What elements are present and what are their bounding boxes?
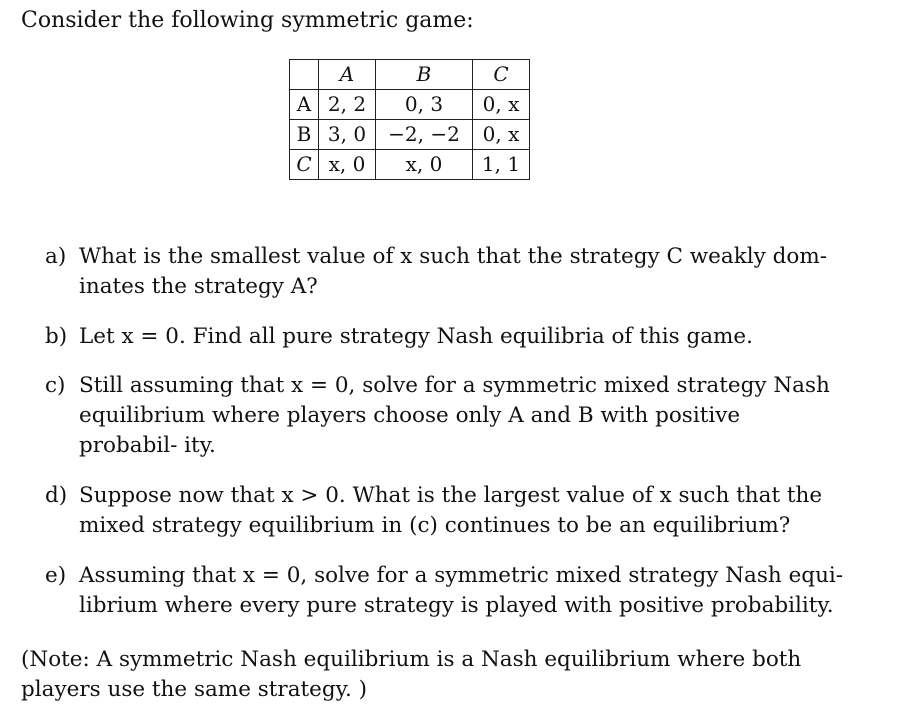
payoff-matrix	[289, 59, 530, 180]
table-row	[290, 150, 530, 180]
question-b	[45, 322, 845, 352]
payoff-cell-c-c: 1, 1	[473, 150, 530, 180]
question-label: a)	[45, 244, 67, 269]
row-label-c: C	[290, 150, 319, 180]
row-label-a: A	[290, 90, 319, 120]
question-c	[45, 371, 845, 461]
row-label-b: B	[290, 120, 319, 150]
note-text: (Note: A symmetric Nash equilibrium is a Nash equilibrium where both players use the same strategy. )	[21, 647, 802, 702]
question-text: Assuming that x = 0, solve for a symmetric mixed strategy Nash equi- librium where every pure strategy is played with positive probability.	[79, 563, 844, 618]
payoff-cell-c-b: x, 0	[376, 150, 473, 180]
payoff-cell-a-c: 0, x	[473, 90, 530, 120]
column-header-c: C	[473, 60, 530, 90]
table-row	[290, 120, 530, 150]
question-e	[45, 561, 845, 621]
payoff-cell-b-a: 3, 0	[319, 120, 376, 150]
question-label: b)	[45, 324, 68, 349]
question-text: Still assuming that x = 0, solve for a symmetric mixed strategy Nash equilibrium where players choose only A and B with positive probabil- ity.	[79, 373, 830, 458]
question-text: What is the smallest value of x such that the strategy C weakly dom- inates the strategy A?	[79, 244, 827, 299]
payoff-cell-b-b: −2, −2	[376, 120, 473, 150]
intro-text: Consider the following symmetric game:	[21, 8, 474, 33]
question-label: d)	[45, 483, 68, 508]
question-text: Suppose now that x > 0. What is the largest value of x such that the mixed strategy equilibrium in (c) continues to be an equilibrium?	[79, 483, 823, 538]
question-label: e)	[45, 563, 67, 588]
table-header-row	[290, 60, 530, 90]
question-d	[45, 481, 845, 541]
table-row	[290, 90, 530, 120]
header-corner-cell	[290, 60, 319, 90]
payoff-cell-c-a: x, 0	[319, 150, 376, 180]
payoff-cell-a-b: 0, 3	[376, 90, 473, 120]
column-header-a: A	[319, 60, 376, 90]
question-a	[45, 242, 845, 302]
column-header-b: B	[376, 60, 473, 90]
payoff-cell-b-c: 0, x	[473, 120, 530, 150]
question-label: c)	[45, 373, 66, 398]
payoff-cell-a-a: 2, 2	[319, 90, 376, 120]
question-text: Let x = 0. Find all pure strategy Nash equilibria of this game.	[79, 324, 753, 349]
